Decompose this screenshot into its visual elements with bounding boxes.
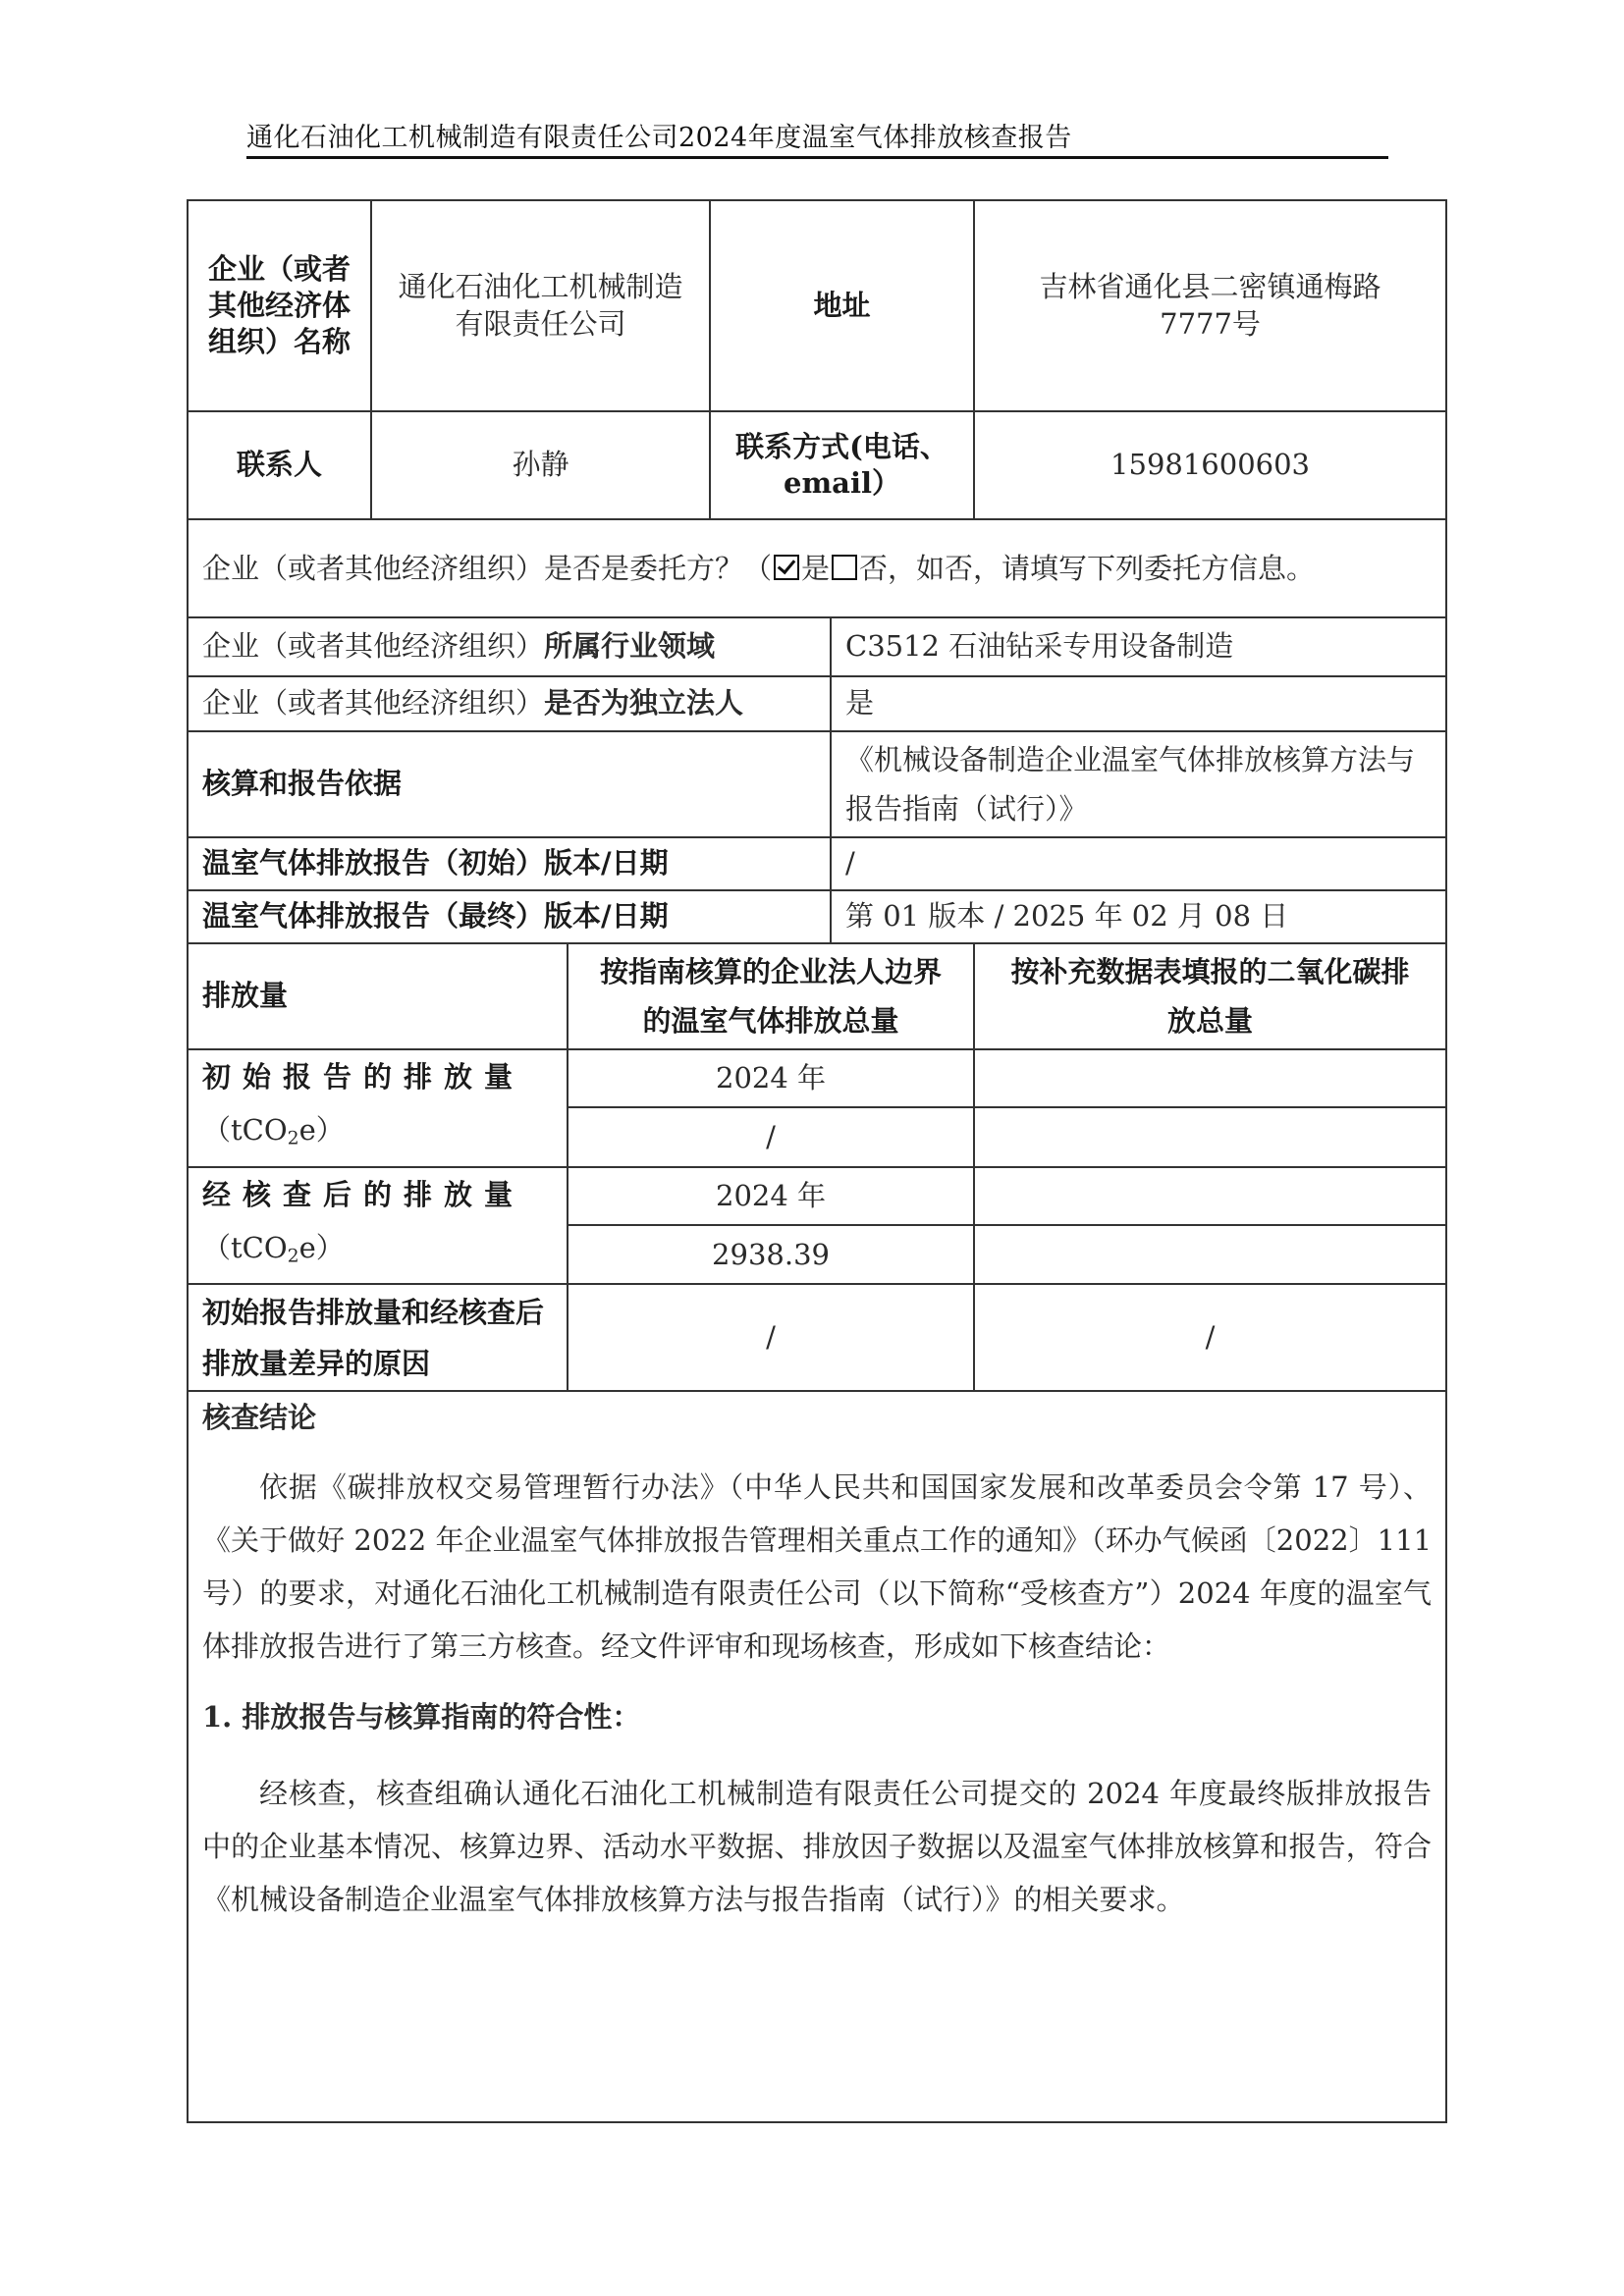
contact-label: 联系人	[188, 411, 371, 519]
verified-emission-label	[188, 1167, 568, 1285]
industry-value: C3512 石油钻采专用设备制造	[831, 617, 1446, 676]
legal-person-label-bold: 是否为独立法人	[544, 686, 744, 721]
table-row	[188, 1049, 1446, 1107]
emissions-col1-header: 按指南核算的企业法人边界的温室气体排放总量	[568, 943, 974, 1049]
emissions-label: 排放量	[188, 943, 568, 1049]
legal-person-label-prefix: 企业（或者其他经济组织）	[202, 686, 545, 721]
basis-value: 《机械设备制造企业温室气体排放核算方法与报告指南（试行）》	[831, 731, 1446, 837]
industry-label-bold: 所属行业领域	[544, 629, 716, 664]
table-row	[188, 731, 1446, 837]
enterprise-name-value: 通化石油化工机械制造有限责任公司	[371, 200, 710, 411]
contact-value: 孙静	[371, 411, 710, 519]
basis-label: 核算和报告依据	[188, 731, 831, 837]
checkbox-yes-checked-icon[interactable]	[774, 555, 799, 580]
entrust-no-label: 否	[859, 552, 889, 585]
conclusion-cell	[188, 1391, 1446, 2122]
emissions-col2-header: 按补充数据表填报的二氧化碳排放总量	[974, 943, 1446, 1049]
conclusion-paragraph: 依据《碳排放权交易管理暂行办法》（中华人民共和国国家发展和改革委员会令第 17 号）、《关于做好 2022 年企业温室气体排放报告管理相关重点工作的通知》（环办气候函〔2022〕111 号）的要求，对通化石油化工机械制造有限责任公司（以下简称“受核查方”）2024 年度的温室气体排放报告进行了第三方核查。经文件评审和现场核查，形成如下核查结论：	[202, 1470, 1433, 1664]
unit-prefix: （tCO	[202, 1230, 288, 1264]
verified-value: 2938.39	[568, 1225, 974, 1284]
entrust-tail: ，如否，请填写下列委托方信息。	[888, 552, 1316, 585]
initial-emission-label-text: 初始报告的排放量	[202, 1060, 525, 1094]
verified-supplement-value	[974, 1225, 1446, 1284]
address-value: 吉林省通化县二密镇通梅路7777号	[974, 200, 1446, 411]
table-row	[188, 1284, 1446, 1391]
verified-supplement-year	[974, 1167, 1446, 1225]
conclusion-title: 核查结论	[202, 1401, 317, 1435]
difference-value-2: /	[974, 1284, 1446, 1391]
difference-value-1: /	[568, 1284, 974, 1391]
initial-supplement-year	[974, 1049, 1446, 1107]
table-row	[188, 617, 1446, 676]
initial-emission-label	[188, 1049, 568, 1167]
industry-label-prefix: 企业（或者其他经济组织）	[202, 629, 545, 664]
contact-method-value: 15981600603	[974, 411, 1446, 519]
table-row	[188, 837, 1446, 890]
unit-subscript: 2	[287, 1246, 299, 1267]
unit-subscript: 2	[287, 1128, 299, 1149]
table-row	[188, 1391, 1446, 2122]
page-header-title: 通化石油化工机械制造有限责任公司2024年度温室气体排放核查报告	[246, 123, 1072, 153]
table-row	[188, 943, 1446, 1049]
verified-emission-label-text: 经核查后的排放量	[202, 1177, 525, 1211]
entrust-row	[188, 519, 1446, 617]
table-row	[188, 411, 1446, 519]
initial-year: 2024 年	[568, 1049, 974, 1107]
table-row	[188, 890, 1446, 943]
legal-person-value: 是	[831, 676, 1446, 731]
checkbox-no-icon[interactable]	[832, 555, 857, 580]
verified-year: 2024 年	[568, 1167, 974, 1225]
table-row	[188, 519, 1446, 617]
address-label: 地址	[710, 200, 974, 411]
entrust-yes-label: 是	[801, 552, 831, 585]
initial-value: /	[568, 1107, 974, 1166]
section1-text: 经核查，核查组确认通化石油化工机械制造有限责任公司提交的 2024 年度最终版排放报告中的企业基本情况、核算边界、活动水平数据、排放因子数据以及温室气体排放核算和报告，符合《机械设备制造企业温室气体排放核算方法与报告指南（试行）》的相关要求。	[202, 1777, 1433, 1917]
final-report-value: 第 01 版本 / 2025 年 02 月 08 日	[831, 890, 1446, 943]
industry-label	[188, 617, 831, 676]
contact-method-label: 联系方式(电话、email）	[710, 411, 974, 519]
header-rule	[246, 156, 1388, 159]
unit-prefix: （tCO	[202, 1113, 288, 1147]
section1-title: 1. 排放报告与核算指南的符合性：	[202, 1700, 641, 1735]
initial-report-value: /	[831, 837, 1446, 890]
initial-supplement-value	[974, 1107, 1446, 1166]
difference-label: 初始报告排放量和经核查后排放量差异的原因	[188, 1284, 568, 1391]
table-row	[188, 1167, 1446, 1225]
entrust-question: 企业（或者其他经济组织）是否是委托方？（	[202, 552, 773, 585]
table-row	[188, 676, 1446, 731]
unit-suffix: e）	[298, 1230, 345, 1264]
initial-report-label: 温室气体排放报告（初始）版本/日期	[188, 837, 831, 890]
legal-person-label	[188, 676, 831, 731]
enterprise-name-label: 企业（或者其他经济体组织）名称	[188, 200, 371, 411]
verification-table	[187, 199, 1447, 2123]
final-report-label: 温室气体排放报告（最终）版本/日期	[188, 890, 831, 943]
table-row	[188, 200, 1446, 411]
unit-suffix: e）	[298, 1113, 345, 1147]
